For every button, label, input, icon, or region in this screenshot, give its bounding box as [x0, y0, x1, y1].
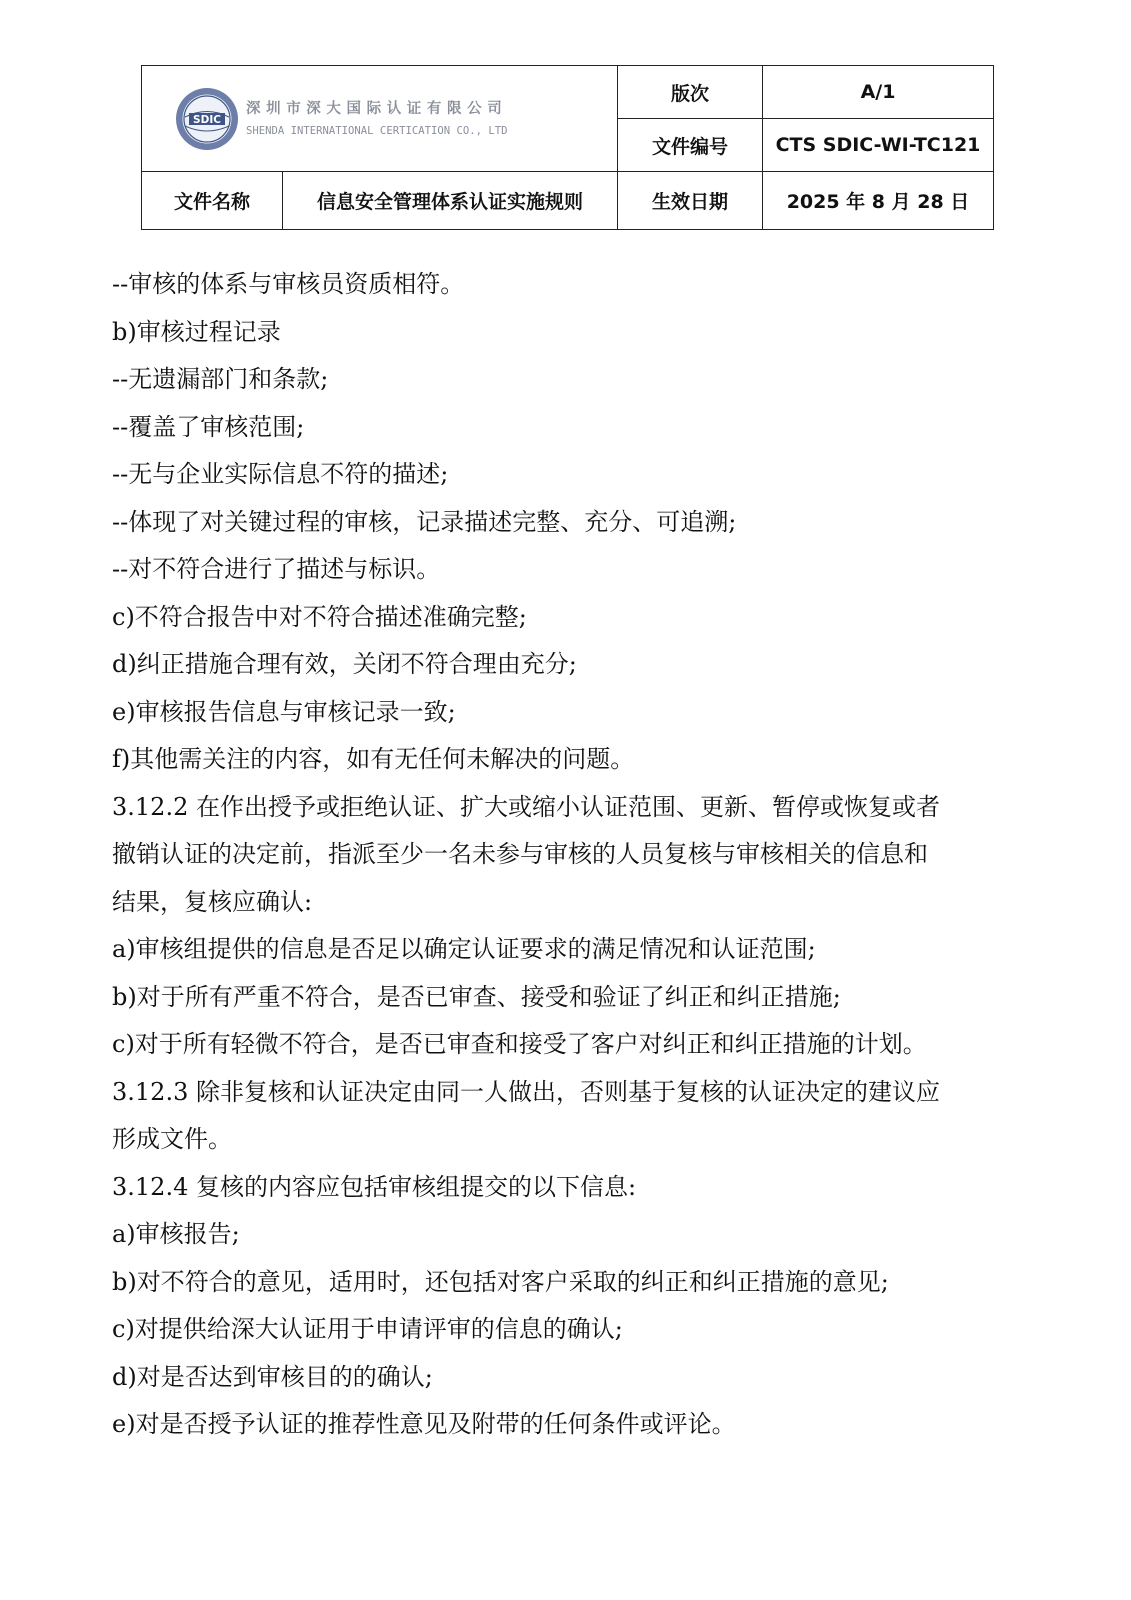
- text-line: --覆盖了审核范围;: [112, 412, 305, 441]
- company-logo-cell: [142, 66, 618, 172]
- text-line: --体现了对关键过程的审核，记录描述完整、充分、可追溯;: [112, 507, 737, 536]
- text-line: 3.12.4 复核的内容应包括审核组提交的以下信息:: [112, 1172, 637, 1201]
- text-line: a)审核组提供的信息是否足以确定认证要求的满足情况和认证范围;: [112, 935, 816, 963]
- text-line: c)对提供给深大认证用于申请评审的信息的确认;: [112, 1315, 623, 1343]
- text-line: d)纠正措施合理有效，关闭不符合理由充分;: [112, 650, 577, 678]
- text-line: e)审核报告信息与审核记录一致;: [112, 697, 456, 726]
- text-line: a)审核报告;: [112, 1220, 240, 1248]
- text-line: --无遗漏部门和条款;: [112, 365, 329, 393]
- text-line: 结果，复核应确认:: [112, 887, 313, 916]
- text-line: f)其他需关注的内容，如有无任何未解决的问题。: [112, 745, 635, 773]
- company-name-en: SHENDA INTERNATIONAL CERTICATION CO., LTD: [246, 124, 508, 137]
- company-logo: [142, 86, 617, 152]
- text-line: d)对是否达到审核目的的确认;: [112, 1362, 433, 1391]
- text-line: b)对不符合的意见，适用时，还包括对客户采取的纠正和纠正措施的意见;: [112, 1267, 889, 1296]
- doc-name-value: 信息安全管理体系认证实施规则: [283, 172, 618, 230]
- company-name-cn: 深圳市深大国际认证有限公司: [246, 100, 508, 117]
- text-line: --对不符合进行了描述与标识。: [112, 555, 441, 583]
- text-line: --无与企业实际信息不符的描述;: [112, 460, 449, 488]
- effective-date-value: 2025 年 8 月 28 日: [763, 172, 994, 230]
- doc-name-label: 文件名称: [142, 172, 283, 230]
- version-label: 版次: [618, 66, 763, 119]
- text-line: 形成文件。: [112, 1125, 232, 1153]
- text-line: b)审核过程记录: [112, 317, 281, 346]
- logo-text: SDIC: [193, 113, 221, 126]
- text-line: e)对是否授予认证的推荐性意见及附带的任何条件或评论。: [112, 1410, 736, 1438]
- text-line: 撤销认证的决定前，指派至少一名未参与审核的人员复核与审核相关的信息和: [112, 840, 928, 868]
- doc-number-value: CTS SDIC-WI-TC121: [763, 119, 994, 172]
- text-line: 3.12.2 在作出授予或拒绝认证、扩大或缩小认证范围、更新、暂停或恢复或者: [112, 792, 940, 821]
- text-line: c)不符合报告中对不符合描述准确完整;: [112, 602, 527, 631]
- sdic-emblem-icon: [174, 86, 240, 152]
- doc-number-label: 文件编号: [618, 119, 763, 172]
- text-line: c)对于所有轻微不符合，是否已审查和接受了客户对纠正和纠正措施的计划。: [112, 1030, 927, 1058]
- text-line: b)对于所有严重不符合，是否已审查、接受和验证了纠正和纠正措施;: [112, 982, 841, 1011]
- document-header-table: [141, 65, 994, 230]
- text-line: --审核的体系与审核员资质相符。: [112, 270, 465, 298]
- effective-date-label: 生效日期: [618, 172, 763, 230]
- document-body: [112, 261, 1034, 1449]
- text-line: 3.12.3 除非复核和认证决定由同一人做出，否则基于复核的认证决定的建议应: [112, 1077, 940, 1106]
- version-value: A/1: [763, 66, 994, 119]
